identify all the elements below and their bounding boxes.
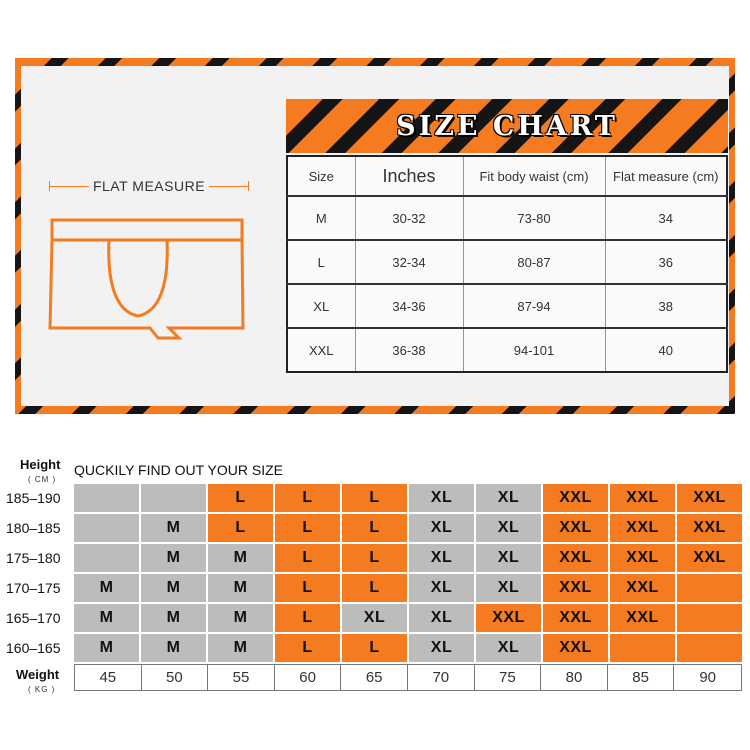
size-cell: L [342,484,407,512]
size-cell: M [141,574,206,602]
cell-flat: 38 [605,284,727,328]
size-cell: XL [476,634,541,662]
size-cell: XL [409,484,474,512]
size-cell: XXL [677,514,742,542]
size-finder-grid [74,484,742,662]
size-cell: L [275,484,340,512]
height-label: 160–165 [6,640,61,656]
size-cell: M [208,574,273,602]
size-cell: L [275,574,340,602]
size-cell: XXL [610,514,675,542]
size-cell: M [208,634,273,662]
size-cell: XXL [610,604,675,632]
size-cell: XXL [543,544,608,572]
header-size: Size [287,156,355,196]
size-cell: M [208,544,273,572]
weight-label: 65 [341,665,408,690]
size-cell: M [208,604,273,632]
size-cell: L [275,634,340,662]
height-label: 170–175 [6,580,61,596]
size-cell: M [74,634,139,662]
cell-waist: 87-94 [463,284,605,328]
size-cell: XL [409,544,474,572]
size-cell: XL [342,604,407,632]
weight-label: 55 [208,665,275,690]
cell-size: L [287,240,355,284]
measure-line-right [209,186,248,187]
size-cell: M [74,574,139,602]
size-chart-table [286,155,728,373]
height-axis-label: Height [20,457,61,472]
size-cell: M [141,634,206,662]
size-cell: L [342,574,407,602]
weight-axis-label: Weight [16,667,60,682]
weight-label: 50 [142,665,209,690]
weight-unit-label: ( KG ) [28,685,56,694]
size-cell: M [141,604,206,632]
size-cell: XL [476,514,541,542]
cell-waist: 73-80 [463,196,605,240]
size-chart-panel-inner [21,66,729,406]
measure-tick-right [248,181,249,191]
size-chart-panel [15,58,735,414]
size-cell: XXL [543,484,608,512]
size-cell [74,484,139,512]
table-header-row [287,156,727,196]
size-cell [74,544,139,572]
size-chart [286,99,728,373]
size-cell: L [208,514,273,542]
size-cell [610,634,675,662]
weight-label: 75 [475,665,542,690]
weight-label: 90 [699,669,717,686]
size-cell: XXL [543,574,608,602]
weight-label: 60 [275,665,342,690]
header-inches: Inches [355,156,463,196]
flat-measure-indicator [49,178,249,194]
size-cell [677,574,742,602]
cell-size: XXL [287,328,355,372]
cell-inches: 36-38 [355,328,463,372]
size-cell: XL [476,544,541,572]
flat-measure-label: FLAT MEASURE [92,178,206,194]
weight-label: 45 [75,665,142,690]
size-cell: L [275,604,340,632]
cell-flat: 34 [605,196,727,240]
size-cell: XXL [543,514,608,542]
table-row [287,284,727,328]
cell-waist: 94-101 [463,328,605,372]
weight-row [74,664,742,691]
cell-inches: 32-34 [355,240,463,284]
size-cell: L [342,514,407,542]
weight-label: 80 [541,665,608,690]
cell-inches: 34-36 [355,284,463,328]
size-cell [141,484,206,512]
height-label: 180–185 [6,520,61,536]
height-label: 185–190 [6,490,61,506]
size-cell: M [141,514,206,542]
size-cell: XL [409,574,474,602]
size-chart-title: SIZE CHART [396,110,618,142]
height-label: 175–180 [6,550,61,566]
header-flat-measure: Flat measure (cm) [605,156,727,196]
size-cell: L [275,514,340,542]
size-finder-title: QUCKILY FIND OUT YOUR SIZE [74,462,284,478]
height-label: 165–170 [6,610,61,626]
cell-size: M [287,196,355,240]
size-cell [677,634,742,662]
height-unit-label: ( CM ) [28,475,57,484]
size-cell: L [342,544,407,572]
cell-size: XL [287,284,355,328]
size-cell: XXL [610,484,675,512]
size-cell [677,604,742,632]
size-cell: XL [409,604,474,632]
weight-label: 70 [408,665,475,690]
size-cell: L [275,544,340,572]
size-cell: XL [409,514,474,542]
size-cell: XL [476,484,541,512]
table-row [287,328,727,372]
size-cell [74,514,139,542]
size-cell: XL [409,634,474,662]
size-cell: M [141,544,206,572]
size-cell: XXL [476,604,541,632]
height-row-labels [6,484,70,664]
weight-label: 85 [608,665,675,690]
size-cell: XXL [677,484,742,512]
size-cell: XXL [677,544,742,572]
boxer-brief-icon [47,216,247,346]
measure-line-left [50,186,89,187]
size-cell: L [342,634,407,662]
table-row [287,196,727,240]
size-cell: XL [476,574,541,602]
table-row [287,240,727,284]
cell-flat: 36 [605,240,727,284]
size-cell: XXL [610,544,675,572]
cell-inches: 30-32 [355,196,463,240]
size-cell: XXL [543,604,608,632]
size-cell: M [74,604,139,632]
size-cell: XXL [543,634,608,662]
cell-waist: 80-87 [463,240,605,284]
header-fit-body-waist: Fit body waist (cm) [463,156,605,196]
size-cell: L [208,484,273,512]
size-cell: XXL [610,574,675,602]
cell-flat: 40 [658,342,673,358]
